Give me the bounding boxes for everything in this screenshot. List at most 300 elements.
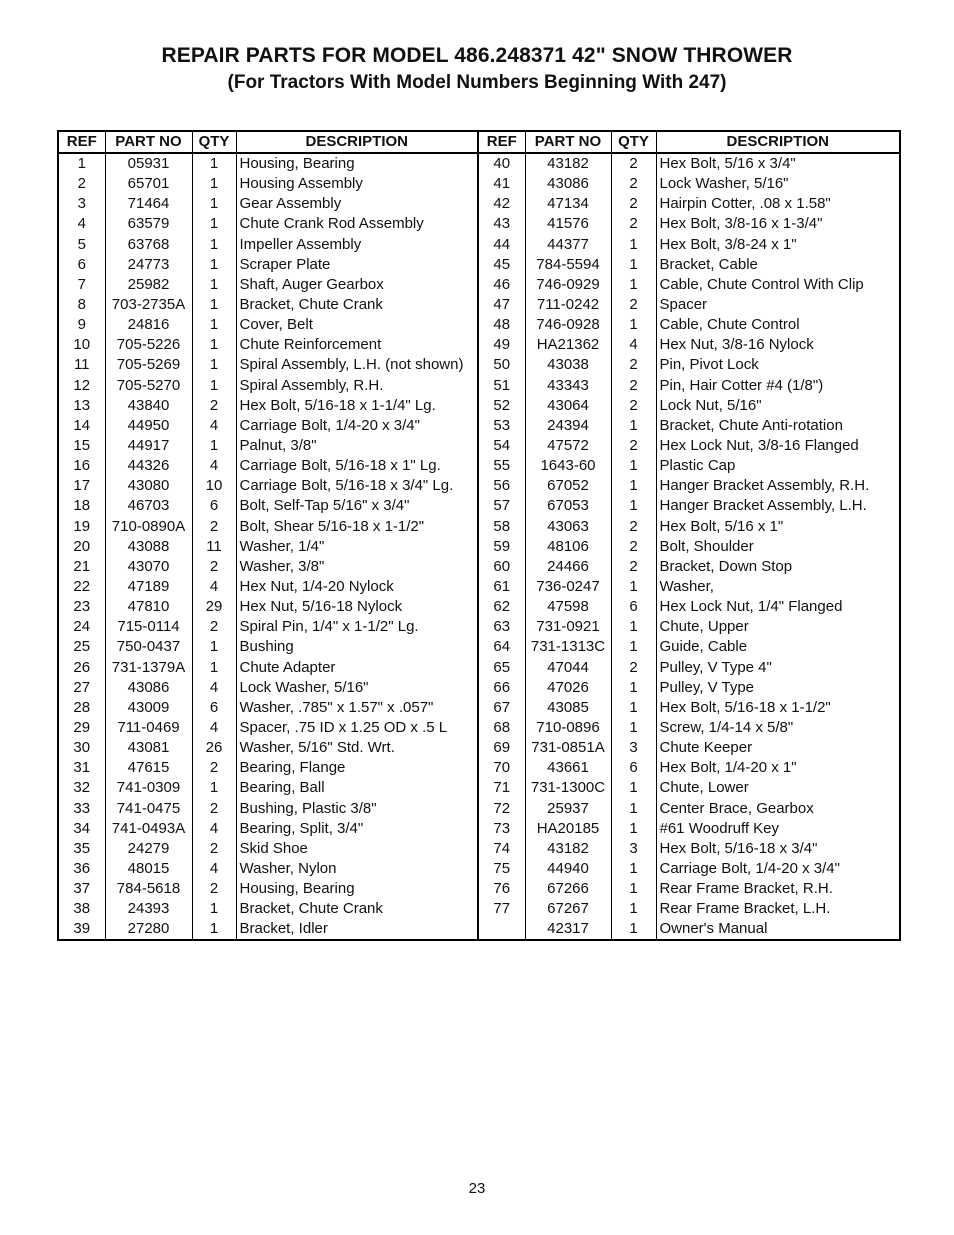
- cell-description: Rear Frame Bracket, R.H.: [656, 879, 900, 899]
- cell-qty: 10: [192, 476, 236, 496]
- cell-qty: 2: [611, 537, 656, 557]
- cell-part-no: 731-1313C: [525, 637, 611, 657]
- cell-description: Bracket, Idler: [236, 919, 478, 940]
- cell-part-no: 24466: [525, 557, 611, 577]
- cell-description: Rear Frame Bracket, L.H.: [656, 899, 900, 919]
- table-row: [58, 819, 900, 839]
- cell-qty: 1: [192, 637, 236, 657]
- cell-ref: 77: [478, 899, 525, 919]
- cell-part-no: 43661: [525, 758, 611, 778]
- cell-part-no: 46703: [105, 496, 192, 516]
- cell-description: Bracket, Chute Crank: [236, 295, 478, 315]
- cell-description: Spacer: [656, 295, 900, 315]
- table-row: [58, 376, 900, 396]
- cell-description: Spiral Assembly, R.H.: [236, 376, 478, 396]
- cell-qty: 2: [611, 396, 656, 416]
- cell-description: Hex Bolt, 3/8-16 x 1-3/4": [656, 214, 900, 234]
- cell-part-no: 784-5594: [525, 255, 611, 275]
- table-row: [58, 799, 900, 819]
- cell-part-no: 705-5269: [105, 355, 192, 375]
- page-number: 23: [468, 1180, 486, 1197]
- cell-description: Bracket, Chute Anti-rotation: [656, 416, 900, 436]
- cell-description: Housing Assembly: [236, 174, 478, 194]
- cell-qty: 1: [611, 919, 656, 940]
- cell-ref: 47: [478, 295, 525, 315]
- cell-description: Bearing, Split, 3/4": [236, 819, 478, 839]
- cell-description: Shaft, Auger Gearbox: [236, 275, 478, 295]
- table-row: [58, 617, 900, 637]
- cell-ref: 19: [58, 517, 105, 537]
- table-row: [58, 899, 900, 919]
- table-row: [58, 295, 900, 315]
- cell-ref: 17: [58, 476, 105, 496]
- table-row: [58, 214, 900, 234]
- cell-description: Pulley, V Type: [656, 678, 900, 698]
- cell-description: Bracket, Down Stop: [656, 557, 900, 577]
- cell-description: Lock Nut, 5/16": [656, 396, 900, 416]
- cell-part-no: 705-5226: [105, 335, 192, 355]
- header-qty: QTY: [192, 131, 236, 153]
- cell-ref: 9: [58, 315, 105, 335]
- cell-description: Bracket, Cable: [656, 255, 900, 275]
- cell-ref: 54: [478, 436, 525, 456]
- table-row: [58, 698, 900, 718]
- cell-description: Chute Crank Rod Assembly: [236, 214, 478, 234]
- table-row: [58, 637, 900, 657]
- cell-ref: 41: [478, 174, 525, 194]
- table-header-row: [58, 131, 900, 153]
- cell-qty: 2: [611, 557, 656, 577]
- cell-description: Washer, 5/16" Std. Wrt.: [236, 738, 478, 758]
- cell-part-no: 705-5270: [105, 376, 192, 396]
- cell-ref: 1: [58, 153, 105, 174]
- table-row: [58, 859, 900, 879]
- cell-qty: 2: [611, 174, 656, 194]
- cell-qty: 1: [192, 295, 236, 315]
- cell-qty: 1: [611, 235, 656, 255]
- table-row: [58, 275, 900, 295]
- cell-ref: 21: [58, 557, 105, 577]
- cell-qty: 1: [611, 859, 656, 879]
- cell-part-no: 715-0114: [105, 617, 192, 637]
- table-row: [58, 194, 900, 214]
- cell-part-no: 43070: [105, 557, 192, 577]
- cell-part-no: 24394: [525, 416, 611, 436]
- cell-description: Hex Nut, 1/4-20 Nylock: [236, 577, 478, 597]
- cell-part-no: 47134: [525, 194, 611, 214]
- cell-description: Washer, Nylon: [236, 859, 478, 879]
- cell-qty: 1: [192, 153, 236, 174]
- header-part-no: PART NO: [105, 131, 192, 153]
- cell-description: Scraper Plate: [236, 255, 478, 275]
- table-row: [58, 537, 900, 557]
- cell-description: Center Brace, Gearbox: [656, 799, 900, 819]
- cell-part-no: 47810: [105, 597, 192, 617]
- cell-part-no: 43038: [525, 355, 611, 375]
- cell-part-no: 25982: [105, 275, 192, 295]
- cell-part-no: 731-1300C: [525, 778, 611, 798]
- cell-description: Washer, 1/4": [236, 537, 478, 557]
- cell-qty: 1: [192, 899, 236, 919]
- table-row: [58, 718, 900, 738]
- cell-ref: 62: [478, 597, 525, 617]
- cell-description: Guide, Cable: [656, 637, 900, 657]
- table-row: [58, 436, 900, 456]
- table-row: [58, 778, 900, 798]
- cell-description: Chute, Lower: [656, 778, 900, 798]
- cell-description: Hex Bolt, 5/16-18 x 1-1/2": [656, 698, 900, 718]
- cell-part-no: 67266: [525, 879, 611, 899]
- table-row: [58, 658, 900, 678]
- cell-ref: 10: [58, 335, 105, 355]
- cell-ref: 2: [58, 174, 105, 194]
- cell-ref: 27: [58, 678, 105, 698]
- cell-qty: 1: [192, 235, 236, 255]
- cell-qty: 2: [192, 557, 236, 577]
- cell-ref: 16: [58, 456, 105, 476]
- cell-part-no: 44917: [105, 436, 192, 456]
- cell-qty: 6: [192, 698, 236, 718]
- cell-description: Cable, Chute Control With Clip: [656, 275, 900, 295]
- cell-part-no: HA20185: [525, 819, 611, 839]
- cell-qty: 1: [192, 436, 236, 456]
- cell-ref: 71: [478, 778, 525, 798]
- cell-ref: 7: [58, 275, 105, 295]
- cell-description: Cable, Chute Control: [656, 315, 900, 335]
- cell-ref: 66: [478, 678, 525, 698]
- cell-ref: 44: [478, 235, 525, 255]
- cell-description: Carriage Bolt, 5/16-18 x 1" Lg.: [236, 456, 478, 476]
- table-row: [58, 738, 900, 758]
- cell-description: Lock Washer, 5/16": [656, 174, 900, 194]
- cell-ref: 45: [478, 255, 525, 275]
- table-row: [58, 153, 900, 174]
- cell-qty: 2: [611, 194, 656, 214]
- cell-part-no: 71464: [105, 194, 192, 214]
- cell-qty: 4: [192, 678, 236, 698]
- cell-qty: 1: [611, 778, 656, 798]
- cell-description: Hex Bolt, 3/8-24 x 1": [656, 235, 900, 255]
- cell-qty: 2: [611, 214, 656, 234]
- cell-description: Carriage Bolt, 5/16-18 x 3/4" Lg.: [236, 476, 478, 496]
- cell-qty: 1: [611, 275, 656, 295]
- cell-part-no: 741-0493A: [105, 819, 192, 839]
- cell-part-no: 24773: [105, 255, 192, 275]
- cell-qty: 4: [192, 819, 236, 839]
- table-row: [58, 557, 900, 577]
- cell-description: Bolt, Shear 5/16-18 x 1-1/2": [236, 517, 478, 537]
- cell-qty: 2: [192, 517, 236, 537]
- cell-description: Carriage Bolt, 1/4-20 x 3/4": [236, 416, 478, 436]
- table-row: [58, 255, 900, 275]
- cell-ref: 69: [478, 738, 525, 758]
- cell-part-no: 43086: [525, 174, 611, 194]
- cell-part-no: 41576: [525, 214, 611, 234]
- cell-qty: 6: [611, 597, 656, 617]
- header-ref: REF: [58, 131, 105, 153]
- cell-part-no: 05931: [105, 153, 192, 174]
- cell-qty: 2: [192, 396, 236, 416]
- cell-qty: 1: [611, 698, 656, 718]
- cell-qty: 4: [611, 335, 656, 355]
- cell-qty: 4: [192, 718, 236, 738]
- cell-description: Hanger Bracket Assembly, L.H.: [656, 496, 900, 516]
- cell-qty: 6: [192, 496, 236, 516]
- cell-ref: 39: [58, 919, 105, 940]
- header-description: DESCRIPTION: [656, 131, 900, 153]
- header-description: DESCRIPTION: [236, 131, 478, 153]
- cell-ref: 32: [58, 778, 105, 798]
- cell-qty: 2: [192, 879, 236, 899]
- header-part-no: PART NO: [525, 131, 611, 153]
- cell-ref: 43: [478, 214, 525, 234]
- cell-qty: 2: [192, 758, 236, 778]
- cell-part-no: 1643-60: [525, 456, 611, 476]
- cell-part-no: 44377: [525, 235, 611, 255]
- cell-ref: 61: [478, 577, 525, 597]
- cell-qty: 1: [611, 879, 656, 899]
- cell-ref: 51: [478, 376, 525, 396]
- cell-part-no: 67053: [525, 496, 611, 516]
- header-ref: REF: [478, 131, 525, 153]
- cell-ref: 36: [58, 859, 105, 879]
- cell-description: Hex Bolt, 5/16 x 3/4": [656, 153, 900, 174]
- cell-part-no: 746-0928: [525, 315, 611, 335]
- table-row: [58, 315, 900, 335]
- cell-description: Bushing: [236, 637, 478, 657]
- cell-description: Hex Lock Nut, 3/8-16 Flanged: [656, 436, 900, 456]
- cell-description: Owner's Manual: [656, 919, 900, 940]
- table-row: [58, 416, 900, 436]
- cell-part-no: 65701: [105, 174, 192, 194]
- cell-part-no: 43086: [105, 678, 192, 698]
- cell-description: Carriage Bolt, 1/4-20 x 3/4": [656, 859, 900, 879]
- cell-qty: 2: [611, 658, 656, 678]
- cell-qty: 1: [192, 778, 236, 798]
- cell-description: Washer, 3/8": [236, 557, 478, 577]
- cell-description: Gear Assembly: [236, 194, 478, 214]
- cell-part-no: 67267: [525, 899, 611, 919]
- cell-ref: 3: [58, 194, 105, 214]
- cell-ref: 33: [58, 799, 105, 819]
- cell-description: Screw, 1/4-14 x 5/8": [656, 718, 900, 738]
- cell-description: Pin, Pivot Lock: [656, 355, 900, 375]
- cell-ref: 64: [478, 637, 525, 657]
- cell-description: Hex Nut, 3/8-16 Nylock: [656, 335, 900, 355]
- cell-ref: 15: [58, 436, 105, 456]
- cell-qty: 1: [611, 315, 656, 335]
- cell-description: Bolt, Self-Tap 5/16" x 3/4": [236, 496, 478, 516]
- cell-part-no: 43182: [525, 839, 611, 859]
- cell-qty: 2: [192, 617, 236, 637]
- cell-part-no: 47572: [525, 436, 611, 456]
- table-row: [58, 496, 900, 516]
- cell-qty: 1: [192, 214, 236, 234]
- cell-description: Housing, Bearing: [236, 879, 478, 899]
- cell-part-no: 48015: [105, 859, 192, 879]
- cell-ref: 68: [478, 718, 525, 738]
- cell-qty: 1: [611, 416, 656, 436]
- cell-ref: 22: [58, 577, 105, 597]
- cell-ref: 24: [58, 617, 105, 637]
- cell-description: Bracket, Chute Crank: [236, 899, 478, 919]
- cell-ref: 46: [478, 275, 525, 295]
- cell-qty: 1: [611, 819, 656, 839]
- cell-description: Hairpin Cotter, .08 x 1.58": [656, 194, 900, 214]
- cell-ref: 29: [58, 718, 105, 738]
- cell-qty: 2: [611, 295, 656, 315]
- cell-part-no: 63579: [105, 214, 192, 234]
- cell-part-no: 731-1379A: [105, 658, 192, 678]
- cell-part-no: 47615: [105, 758, 192, 778]
- cell-qty: 29: [192, 597, 236, 617]
- cell-part-no: 703-2735A: [105, 295, 192, 315]
- table-row: [58, 839, 900, 859]
- cell-description: Hex Lock Nut, 1/4" Flanged: [656, 597, 900, 617]
- cell-description: Palnut, 3/8": [236, 436, 478, 456]
- cell-ref: 65: [478, 658, 525, 678]
- cell-ref: 59: [478, 537, 525, 557]
- cell-qty: 1: [611, 799, 656, 819]
- cell-qty: 1: [611, 617, 656, 637]
- cell-qty: 1: [192, 275, 236, 295]
- cell-ref: 40: [478, 153, 525, 174]
- table-row: [58, 355, 900, 375]
- cell-ref: 38: [58, 899, 105, 919]
- cell-qty: 1: [192, 376, 236, 396]
- cell-part-no: 44326: [105, 456, 192, 476]
- cell-part-no: 63768: [105, 235, 192, 255]
- table-row: [58, 879, 900, 899]
- cell-part-no: 44950: [105, 416, 192, 436]
- cell-part-no: 47044: [525, 658, 611, 678]
- cell-part-no: 746-0929: [525, 275, 611, 295]
- cell-qty: 1: [611, 718, 656, 738]
- cell-ref: 75: [478, 859, 525, 879]
- table-row: [58, 174, 900, 194]
- cell-part-no: 25937: [525, 799, 611, 819]
- cell-part-no: 43840: [105, 396, 192, 416]
- parts-table: [57, 130, 901, 941]
- cell-qty: 1: [611, 899, 656, 919]
- cell-description: Lock Washer, 5/16": [236, 678, 478, 698]
- cell-ref: 34: [58, 819, 105, 839]
- cell-part-no: 27280: [105, 919, 192, 940]
- cell-ref: 11: [58, 355, 105, 375]
- cell-ref: 53: [478, 416, 525, 436]
- cell-ref: 5: [58, 235, 105, 255]
- cell-description: Hex Bolt, 5/16-18 x 3/4": [656, 839, 900, 859]
- cell-ref: 48: [478, 315, 525, 335]
- cell-qty: 2: [192, 839, 236, 859]
- cell-description: Pin, Hair Cotter #4 (1/8"): [656, 376, 900, 396]
- cell-part-no: 711-0242: [525, 295, 611, 315]
- cell-description: Spiral Assembly, L.H. (not shown): [236, 355, 478, 375]
- cell-part-no: 24279: [105, 839, 192, 859]
- cell-qty: 4: [192, 859, 236, 879]
- cell-description: Hex Bolt, 5/16-18 x 1-1/4" Lg.: [236, 396, 478, 416]
- cell-part-no: 24816: [105, 315, 192, 335]
- table-row: [58, 577, 900, 597]
- cell-qty: 1: [611, 496, 656, 516]
- cell-description: Housing, Bearing: [236, 153, 478, 174]
- cell-description: Bearing, Flange: [236, 758, 478, 778]
- cell-qty: 11: [192, 537, 236, 557]
- cell-qty: 2: [611, 355, 656, 375]
- cell-ref: 26: [58, 658, 105, 678]
- cell-part-no: 24393: [105, 899, 192, 919]
- cell-qty: 4: [192, 577, 236, 597]
- cell-qty: 1: [611, 678, 656, 698]
- cell-ref: 30: [58, 738, 105, 758]
- cell-qty: 1: [611, 255, 656, 275]
- cell-ref: 73: [478, 819, 525, 839]
- cell-description: Chute Keeper: [656, 738, 900, 758]
- cell-qty: 2: [611, 436, 656, 456]
- cell-description: Chute, Upper: [656, 617, 900, 637]
- cell-ref: 76: [478, 879, 525, 899]
- cell-part-no: 47026: [525, 678, 611, 698]
- cell-ref: 56: [478, 476, 525, 496]
- header-qty: QTY: [611, 131, 656, 153]
- cell-part-no: HA21362: [525, 335, 611, 355]
- cell-ref: 28: [58, 698, 105, 718]
- cell-part-no: 750-0437: [105, 637, 192, 657]
- table-row: [58, 517, 900, 537]
- cell-description: Bolt, Shoulder: [656, 537, 900, 557]
- cell-part-no: 43085: [525, 698, 611, 718]
- table-row: [58, 335, 900, 355]
- cell-ref: 49: [478, 335, 525, 355]
- cell-ref: [478, 919, 525, 940]
- cell-ref: 52: [478, 396, 525, 416]
- cell-part-no: 43343: [525, 376, 611, 396]
- cell-ref: 18: [58, 496, 105, 516]
- cell-description: Chute Adapter: [236, 658, 478, 678]
- cell-qty: 3: [611, 738, 656, 758]
- cell-description: Pulley, V Type 4": [656, 658, 900, 678]
- cell-qty: 1: [611, 456, 656, 476]
- cell-qty: 6: [611, 758, 656, 778]
- cell-part-no: 44940: [525, 859, 611, 879]
- cell-description: Impeller Assembly: [236, 235, 478, 255]
- cell-qty: 1: [611, 637, 656, 657]
- cell-part-no: 48106: [525, 537, 611, 557]
- cell-qty: 1: [611, 577, 656, 597]
- cell-qty: 4: [192, 456, 236, 476]
- cell-ref: 8: [58, 295, 105, 315]
- cell-description: Bushing, Plastic 3/8": [236, 799, 478, 819]
- cell-description: Hex Bolt, 1/4-20 x 1": [656, 758, 900, 778]
- cell-qty: 1: [192, 315, 236, 335]
- cell-ref: 12: [58, 376, 105, 396]
- cell-ref: 31: [58, 758, 105, 778]
- parts-table-body: [58, 153, 900, 940]
- cell-description: Washer, .785" x 1.57" x .057": [236, 698, 478, 718]
- cell-qty: 2: [611, 153, 656, 174]
- cell-qty: 1: [192, 194, 236, 214]
- table-row: [58, 919, 900, 940]
- cell-description: Washer,: [656, 577, 900, 597]
- cell-qty: 1: [192, 174, 236, 194]
- cell-part-no: 43080: [105, 476, 192, 496]
- cell-part-no: 710-0890A: [105, 517, 192, 537]
- cell-ref: 6: [58, 255, 105, 275]
- cell-ref: 13: [58, 396, 105, 416]
- cell-description: Spiral Pin, 1/4" x 1-1/2" Lg.: [236, 617, 478, 637]
- table-row: [58, 678, 900, 698]
- cell-ref: 67: [478, 698, 525, 718]
